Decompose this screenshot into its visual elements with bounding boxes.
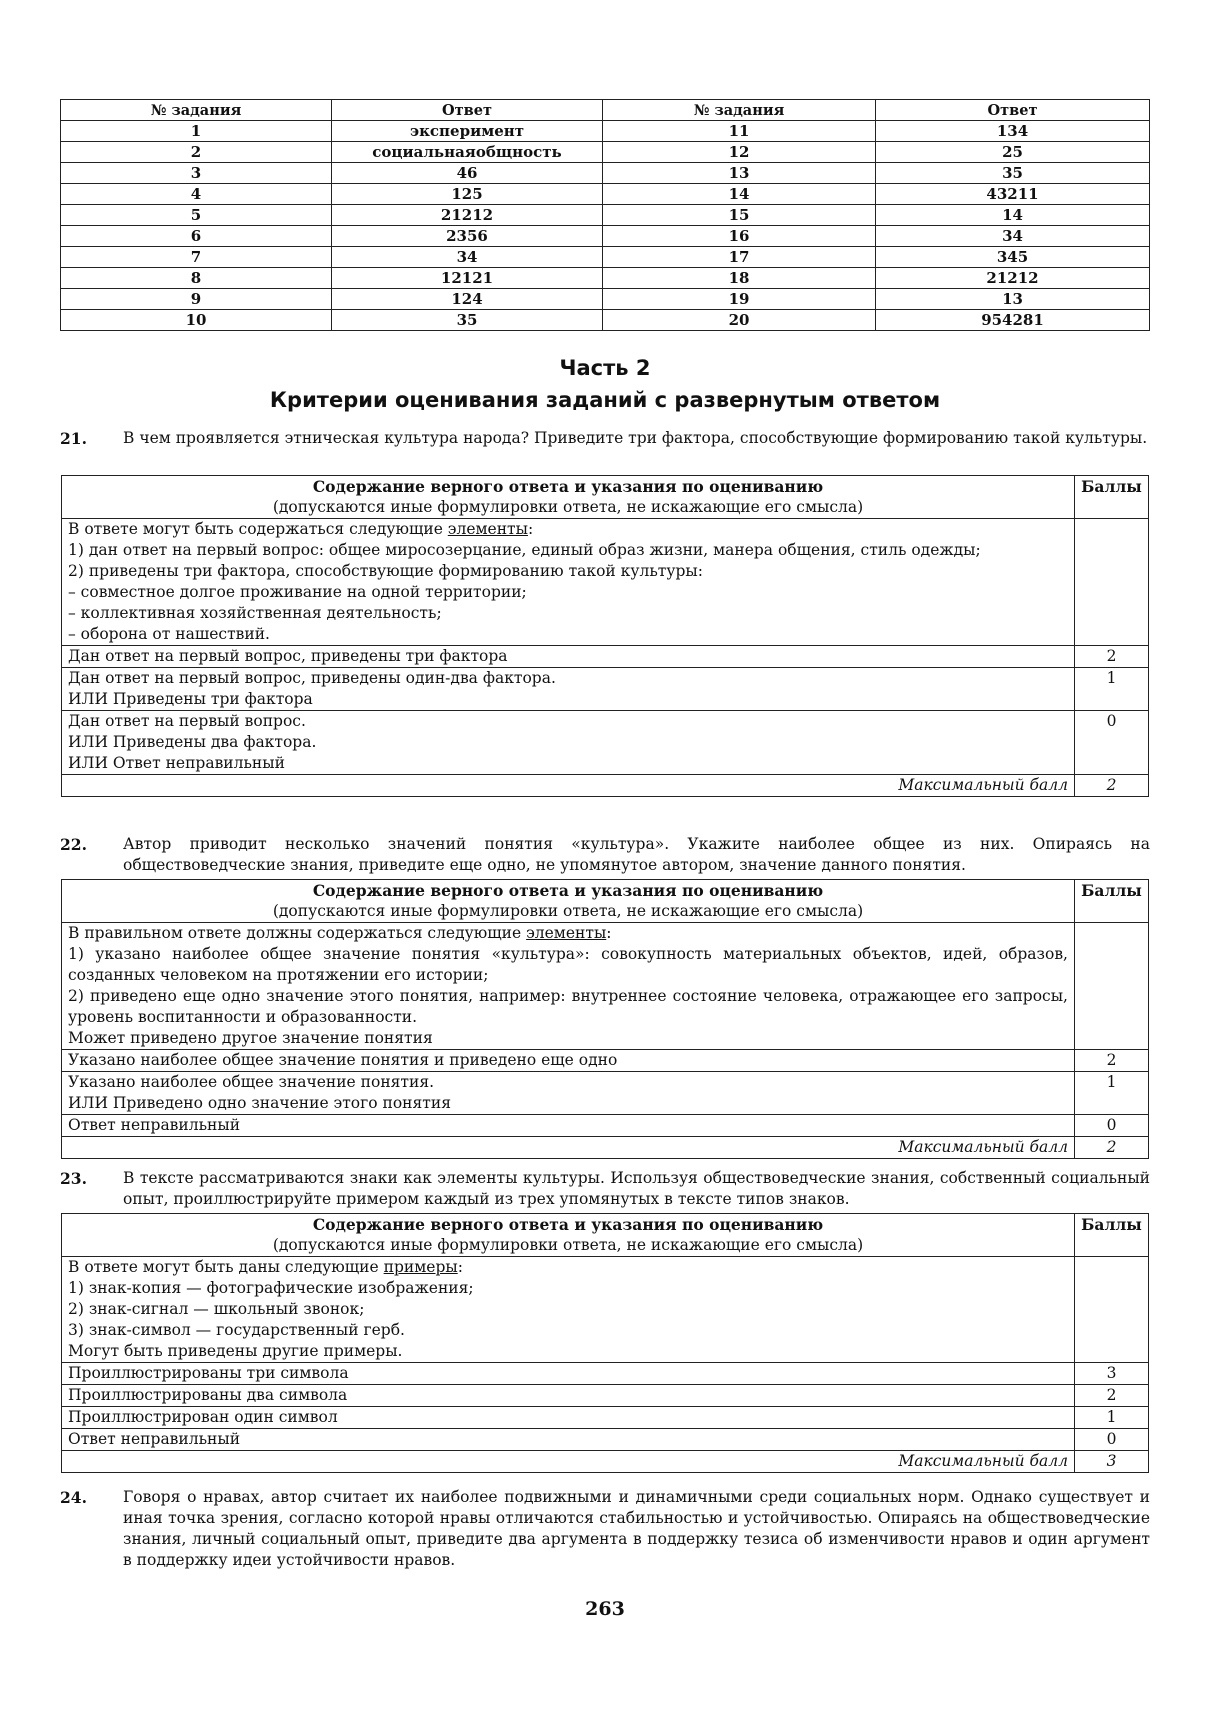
question-23 [60,1168,1150,1210]
criteria-header-row [62,880,1149,923]
task-number-cell: 9 [61,289,332,310]
answer-cell: 345 [876,247,1150,268]
task-number-cell: 17 [603,247,876,268]
content-line: 1) знак-копия — фотографические изображения; [68,1279,474,1297]
question-text: В тексте рассматриваются знаки как элементы культуры. Используя обществоведческие знания, собственный социальный опыт, проиллюстрируйте примером каждый из трех упомянутых в тексте типов знаков. [123,1169,1150,1208]
part-subtitle: Критерии оценивания заданий с развернутым ответом [269,388,941,412]
content-line: 1) указано наиболее общее значение понятия «культура»: совокупность материальных объектов, идей, образов, созданных человеком на протяжении его истории; [68,945,1068,984]
task-number-cell: 1 [61,121,332,142]
max-score-label: Максимальный балл [62,1451,1075,1473]
content-line: – оборона от нашествий. [68,625,270,643]
task-number-cell: 15 [603,205,876,226]
score-value: 0 [1075,711,1149,775]
content-intro-text: В ответе могут быть содержаться следующие [68,520,448,538]
score-row [62,646,1149,668]
question-number: 22. [60,835,87,854]
score-criterion [62,1050,1075,1072]
answers-row [61,247,1150,268]
score-value: 1 [1075,1407,1149,1429]
score-header: Баллы [1075,476,1149,519]
score-row [62,1050,1149,1072]
answers-row [61,289,1150,310]
criterion-line: Указано наиболее общее значение понятия. [68,1073,435,1091]
answer-cell: 34 [332,247,603,268]
max-score-value: 2 [1075,775,1149,797]
criterion-line: Проиллюстрированы два символа [68,1386,348,1404]
header-answer: Ответ [876,100,1150,121]
question-number: 24. [60,1488,87,1507]
score-value: 1 [1075,668,1149,711]
content-line: 2) приведено еще одно значение этого понятия, например: внутреннее состояние человека, отражающее его запросы, уровень воспитанности и образованности. [68,987,1068,1026]
max-score-value: 2 [1075,1137,1149,1159]
score-value: 2 [1075,646,1149,668]
header-task-number: № задания [61,100,332,121]
answer-cell: социальнаяобщность [332,142,603,163]
task-number-cell: 8 [61,268,332,289]
task-number-cell: 16 [603,226,876,247]
content-intro-text: В правильном ответе должны содержаться следующие [68,924,527,942]
max-score-value: 3 [1075,1451,1149,1473]
question-22 [60,834,1150,876]
question-text: В чем проявляется этническая культура народа? Приведите три фактора, способствующие формированию такой культуры. [123,429,1148,447]
answer-cell: 124 [332,289,603,310]
content-line: Может приведено другое значение понятия [68,1029,433,1047]
answer-content [62,519,1075,646]
score-value: 2 [1075,1385,1149,1407]
answer-cell: 125 [332,184,603,205]
answers-row [61,163,1150,184]
task-number-cell: 12 [603,142,876,163]
answer-cell: 14 [876,205,1150,226]
max-score-label: Максимальный балл [62,775,1075,797]
criterion-line: ИЛИ Ответ неправильный [68,754,285,772]
max-score-row [62,1451,1149,1473]
content-header-note: (допускаются иные формулировки ответа, не искажающие его смысла) [272,498,864,516]
answers-row [61,184,1150,205]
answer-cell: 954281 [876,310,1150,331]
criterion-line: Дан ответ на первый вопрос. [68,712,306,730]
score-row [62,1115,1149,1137]
answers-body [61,121,1150,331]
content-header [62,1214,1075,1257]
header-answer: Ответ [332,100,603,121]
answer-cell: эксперимент [332,121,603,142]
task-number-cell: 6 [61,226,332,247]
task-number-cell: 14 [603,184,876,205]
score-criterion [62,1407,1075,1429]
score-value: 3 [1075,1363,1149,1385]
question-text: Автор приводит несколько значений понятия «культура». Укажите наиболее общее из них. Опираясь на обществоведческие знания, приведите еще одно, не упомянутое автором, значение данного понятия. [123,835,1150,874]
answer-cell: 25 [876,142,1150,163]
score-value: 2 [1075,1050,1149,1072]
max-score-label: Максимальный балл [62,1137,1075,1159]
question-number: 21. [60,429,87,448]
answers-row [61,226,1150,247]
content-header [62,476,1075,519]
page-number: 263 [585,1598,625,1620]
criteria-header-row [62,476,1149,519]
task-number-cell: 2 [61,142,332,163]
score-row [62,1429,1149,1451]
question-text: Говоря о нравах, автор считает их наиболее подвижными и динамичными среди социальных норм. Однако существует и иная точка зрения, согласно которой нравы отличаются стабильностью и устойчивостью. Опираясь на обществоведческие знания, личный социальный опыт, приведите два аргумента в поддержку тезиса об изменчивости нравов и один аргумент в поддержку идеи устойчивости нравов. [123,1488,1150,1569]
criterion-line: Ответ неправильный [68,1116,241,1134]
content-intro [68,1257,1068,1278]
criteria-content-row [62,1257,1149,1363]
max-score-row [62,775,1149,797]
answers-row [61,205,1150,226]
content-intro-keyword: элементы [526,924,607,942]
answer-cell: 34 [876,226,1150,247]
task-number-cell: 13 [603,163,876,184]
question-21 [60,428,1150,449]
criteria-header-row [62,1214,1149,1257]
score-empty [1075,519,1149,646]
score-value: 1 [1075,1072,1149,1115]
score-header: Баллы [1075,1214,1149,1257]
score-row [62,668,1149,711]
question-24 [60,1487,1150,1571]
answer-cell: 35 [332,310,603,331]
answer-cell: 134 [876,121,1150,142]
content-line: 3) знак-символ — государственный герб. [68,1321,405,1339]
part-title: Часть 2 [559,356,651,380]
answer-cell: 13 [876,289,1150,310]
task-number-cell: 11 [603,121,876,142]
score-criterion [62,711,1075,775]
content-line: – коллективная хозяйственная деятельность; [68,604,442,622]
answers-table [60,99,1150,331]
content-intro [68,519,1068,540]
criteria-table-22 [61,879,1149,1159]
score-criterion [62,1363,1075,1385]
question-number: 23. [60,1169,87,1188]
task-number-cell: 7 [61,247,332,268]
answer-cell: 21212 [876,268,1150,289]
task-number-cell: 10 [61,310,332,331]
answer-cell: 21212 [332,205,603,226]
criterion-line: Дан ответ на первый вопрос, приведены три фактора [68,647,508,665]
content-header [62,880,1075,923]
content-line: – совместное долгое проживание на одной территории; [68,583,527,601]
criterion-line: ИЛИ Приведено одно значение этого понятия [68,1094,451,1112]
content-intro-text: В ответе могут быть даны следующие [68,1258,384,1276]
score-row [62,1385,1149,1407]
score-value: 0 [1075,1429,1149,1451]
answer-content [62,1257,1075,1363]
score-row [62,1072,1149,1115]
score-criterion [62,1385,1075,1407]
score-row [62,1407,1149,1429]
answer-content [62,923,1075,1050]
criterion-line: Дан ответ на первый вопрос, приведены один-два фактора. [68,669,556,687]
criterion-line: Проиллюстрированы три символа [68,1364,349,1382]
criterion-line: Ответ неправильный [68,1430,241,1448]
content-line: 2) приведены три фактора, способствующие формированию такой культуры: [68,562,703,580]
score-criterion [62,1115,1075,1137]
answer-cell: 35 [876,163,1150,184]
score-criterion [62,1072,1075,1115]
content-header-note: (допускаются иные формулировки ответа, не искажающие его смысла) [272,902,864,920]
task-number-cell: 20 [603,310,876,331]
score-empty [1075,923,1149,1050]
task-number-cell: 4 [61,184,332,205]
criteria-table-21 [61,475,1149,797]
criterion-line: ИЛИ Приведены два фактора. [68,733,317,751]
answers-header-row [61,100,1150,121]
content-intro-keyword: примеры [383,1258,458,1276]
criterion-line: Проиллюстрирован один символ [68,1408,338,1426]
score-empty [1075,1257,1149,1363]
answer-cell: 46 [332,163,603,184]
content-line: Могут быть приведены другие примеры. [68,1342,403,1360]
answer-cell: 43211 [876,184,1150,205]
answer-cell: 12121 [332,268,603,289]
criterion-line: ИЛИ Приведены три фактора [68,690,313,708]
content-intro [68,923,1068,944]
task-number-cell: 19 [603,289,876,310]
score-criterion [62,668,1075,711]
content-header-title: Содержание верного ответа и указания по оцениванию [312,881,824,900]
content-line: 2) знак-сигнал — школьный звонок; [68,1300,365,1318]
content-header-title: Содержание верного ответа и указания по оцениванию [312,1215,824,1234]
max-score-row [62,1137,1149,1159]
score-header: Баллы [1075,880,1149,923]
content-intro-punct: : [527,520,534,538]
content-intro-punct: : [457,1258,463,1276]
content-intro-keyword: элементы [447,520,528,538]
task-number-cell: 5 [61,205,332,226]
answers-row [61,268,1150,289]
criteria-content-row [62,923,1149,1050]
criteria-table-23 [61,1213,1149,1473]
content-header-title: Содержание верного ответа и указания по оцениванию [312,477,824,496]
content-header-note: (допускаются иные формулировки ответа, не искажающие его смысла) [272,1236,864,1254]
content-intro-punct: : [606,924,612,942]
score-criterion [62,1429,1075,1451]
header-task-number: № задания [603,100,876,121]
criteria-content-row [62,519,1149,646]
score-row [62,1363,1149,1385]
answers-row [61,310,1150,331]
answers-row [61,142,1150,163]
score-row [62,711,1149,775]
answers-row [61,121,1150,142]
content-line: 1) дан ответ на первый вопрос: общее миросозерцание, единый образ жизни, манера общения, стиль одежды; [68,541,981,559]
answer-cell: 2356 [332,226,603,247]
criterion-line: Указано наиболее общее значение понятия и приведено еще одно [68,1051,618,1069]
task-number-cell: 18 [603,268,876,289]
task-number-cell: 3 [61,163,332,184]
score-criterion [62,646,1075,668]
score-value: 0 [1075,1115,1149,1137]
